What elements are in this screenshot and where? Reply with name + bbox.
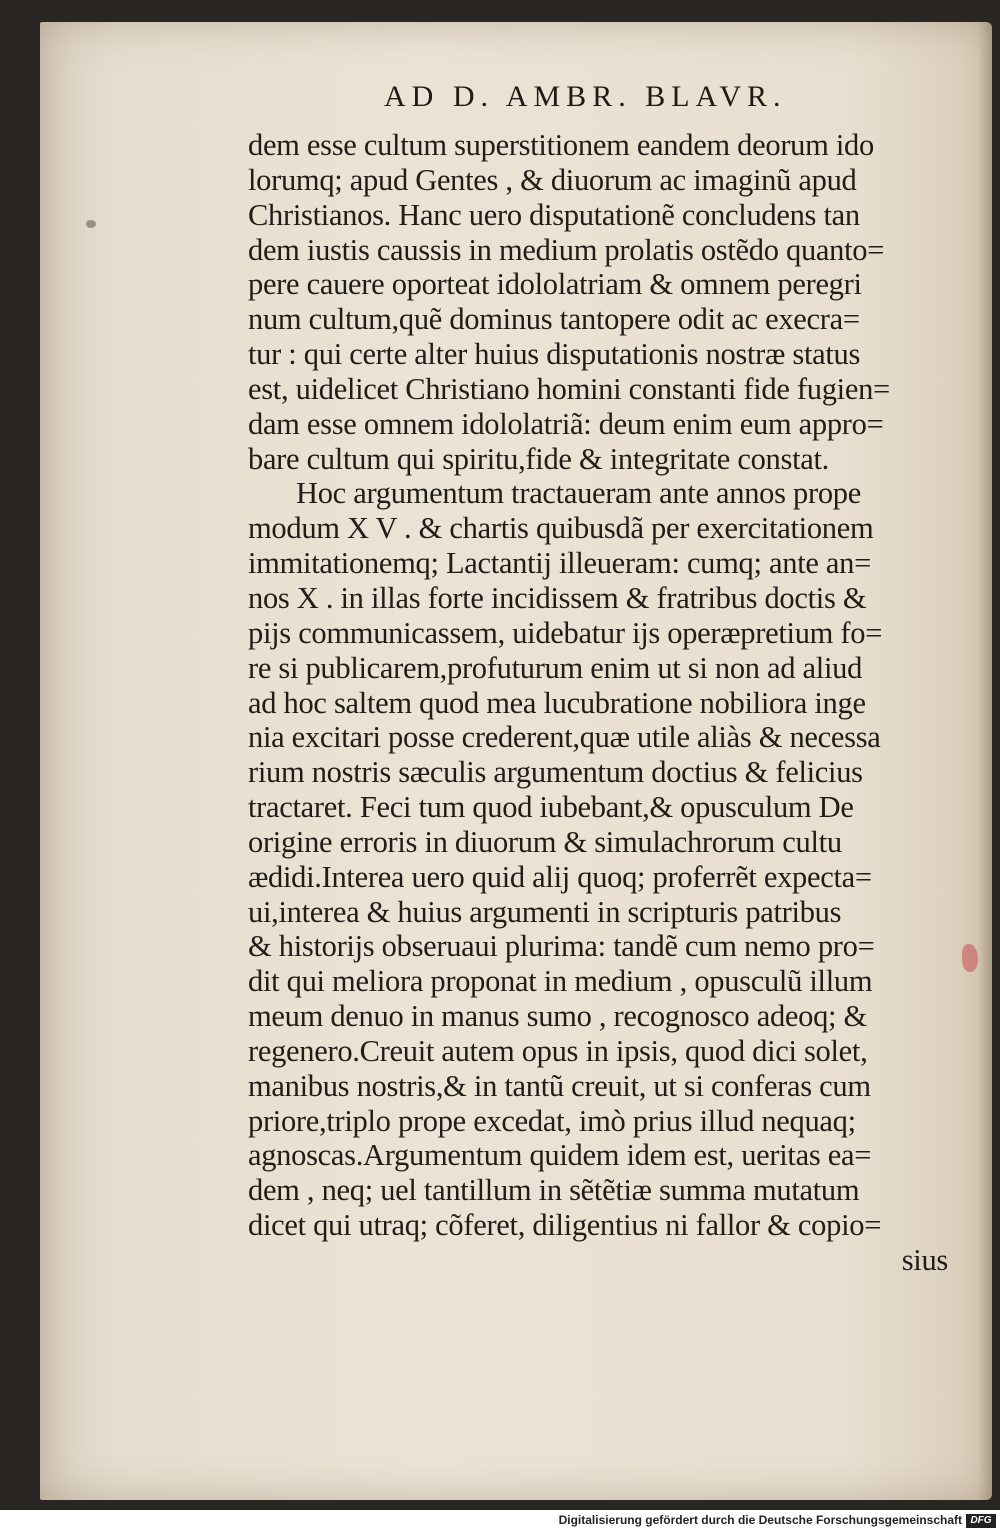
text-line: dit qui meliora proponat in medium , opusculũ illum	[248, 964, 873, 999]
text-line: ui,interea & huius argumenti in scripturis patribus	[248, 894, 842, 929]
text-line: nos X . in illas forte incidissem & fratribus doctis &	[248, 580, 867, 615]
text-line: re si publicarem,profuturum enim ut si non ad aliud	[248, 650, 863, 685]
text-line: dicet qui utraq; cõferet, diligentius ni fallor & copio=	[248, 1208, 882, 1243]
body-text	[248, 128, 960, 1278]
text-line: lorumq; apud Gentes , & diuorum ac imaginũ apud	[248, 162, 857, 197]
text-line: tur : qui certe alter huius disputationis nostræ status	[248, 337, 861, 372]
text-line: rium nostris sæculis argumentum doctius & felicius	[248, 755, 863, 790]
text-line: nia excitari posse crederent,quæ utile aliàs & necessa	[248, 720, 881, 755]
digitization-footer	[0, 1510, 1000, 1532]
text-line: dem esse cultum superstitionem eandem deorum ido	[248, 128, 874, 162]
text-line: num cultum,quẽ dominus tantopere odit ac execra=	[248, 302, 860, 337]
text-line: origine erroris in diuorum & simulachrorum cultu	[248, 824, 842, 859]
text-line: bare cultum qui spiritu,fide & integritate constat.	[248, 441, 829, 476]
text-line: est, uidelicet Christiano homini constanti fide fugien=	[248, 371, 890, 406]
text-line: regenero.Creuit autem opus in ipsis, quod dici solet,	[248, 1033, 868, 1068]
text-line: manibus nostris,& in tantũ creuit, ut si conferas cum	[248, 1068, 871, 1103]
red-ink-mark	[962, 944, 978, 972]
text-line: ad hoc saltem quod mea lucubratione nobiliora inge	[248, 685, 866, 720]
text-line: tractaret. Feci tum quod iubebant,& opusculum De	[248, 790, 854, 825]
text-line: agnoscas.Argumentum quidem idem est, ueritas ea=	[248, 1138, 872, 1173]
text-line: Christianos. Hanc uero disputationẽ concludens tan	[248, 197, 860, 232]
text-line: pijs communicassem, uidebatur ijs operæpretium fo=	[248, 615, 883, 650]
page-edge-shadow	[978, 22, 992, 1500]
text-line: meum denuo in manus sumo , recognosco adeoq; &	[248, 999, 867, 1034]
catchword: sius	[901, 1243, 948, 1277]
text-line: ædidi.Interea uero quid alij quoq; proferrẽt expecta=	[248, 859, 872, 894]
dfg-logo: DFG	[966, 1514, 996, 1528]
text-line: dem iustis caussis in medium prolatis ostẽdo quanto=	[248, 232, 885, 267]
text-line: dem , neq; uel tantillum in sẽtẽtiæ summa mutatum	[248, 1173, 860, 1208]
paragraph-start-line: Hoc argumentum tractaueram ante annos prope	[296, 476, 861, 511]
text-line: priore,triplo prope excedat, imò prius illud nequaq;	[248, 1103, 856, 1138]
text-line: & historijs obseruaui plurima: tandẽ cum nemo pro=	[248, 929, 875, 964]
ink-spot	[86, 220, 96, 228]
running-head: AD D. AMBR. BLAVR.	[384, 80, 787, 113]
text-line: modum X V . & chartis quibusdã per exercitationem	[248, 511, 874, 546]
footer-credit: Digitalisierung gefördert durch die Deutsche Forschungsgemeinschaft	[558, 1513, 962, 1527]
text-line: dam esse omnem idololatriã: deum enim eum appro=	[248, 406, 884, 441]
text-line: pere cauere oporteat idololatriam & omnem peregri	[248, 267, 862, 302]
text-line: immitationemq; Lactantij illeueram: cumq; ante an=	[248, 546, 872, 581]
